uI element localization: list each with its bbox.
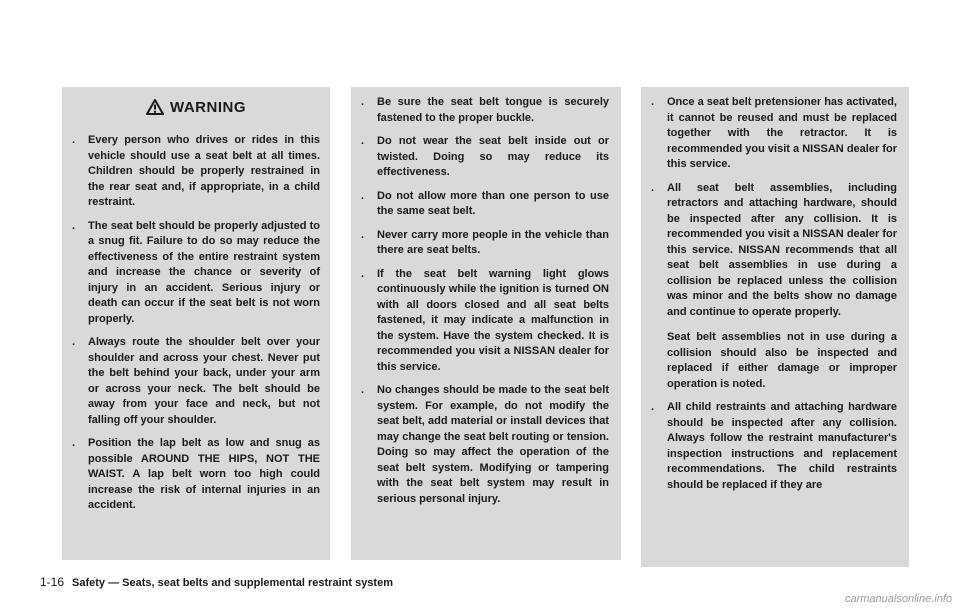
middle-bullet-list bbox=[361, 95, 609, 507]
list-item: . Once a seat belt pretensioner has activated, it cannot be reused and must be replaced together with the retractor. It is recommended you visit a NISSAN dealer for this service. bbox=[651, 96, 897, 170]
warning-title-text: WARNING bbox=[170, 99, 246, 116]
list-item: . Be sure the seat belt tongue is securely fastened to the proper buckle. bbox=[361, 96, 609, 124]
list-item: . Position the lap belt as low and snug as possible AROUND THE HIPS, NOT THE WAIST. A lap belt worn too high could increase the risk of internal injuries in an accident. bbox=[72, 437, 320, 511]
watermark: carmanualsonline.info bbox=[844, 593, 952, 605]
left-bullet-list bbox=[72, 133, 320, 514]
paragraph: All seat belt assemblies, including retractors and attaching hardware, should be inspected after any collision. It is recommended you visit a NISSAN dealer for this service. NISSAN recommends that all seat belt assemblies in use during a collision be replaced unless the collision was minor and the belts show no damage and continue to operate properly. bbox=[667, 181, 897, 318]
list-item: . Do not wear the seat belt inside out or twisted. Doing so may reduce its effectiveness. bbox=[361, 135, 609, 178]
right-bullet-list bbox=[651, 95, 897, 493]
list-item: . No changes should be made to the seat belt system. For example, do not modify the seat belt, add material or install devices that may change the seat belt routing or tension. Doing so may affect the operation of the seat belt system. Modifying or tampering with the seat belt system may result in serious personal injury. bbox=[361, 384, 609, 505]
section-title: Safety — Seats, seat belts and supplemental restraint system bbox=[72, 577, 393, 589]
warning-triangle-icon bbox=[146, 99, 164, 115]
page-footer bbox=[40, 575, 393, 589]
page-number: 1-16 bbox=[40, 575, 65, 589]
list-item: . The seat belt should be properly adjusted to a snug fit. Failure to do so may reduce the effectiveness of the entire restraint system and increase the chance or severity of injury in an accident. Serious injury or death can occur if the seat belt is not worn properly. bbox=[72, 219, 320, 325]
list-item: . All child restraints and attaching hardware should be inspected after any collision. Always follow the restraint manufacturer's inspection instructions and replacement recommendations. The child restraints should be replaced if they are bbox=[651, 401, 897, 491]
warning-panel-left bbox=[62, 87, 330, 560]
warning-panel-middle bbox=[351, 87, 621, 560]
warning-heading bbox=[62, 99, 330, 116]
list-item: . Every person who drives or rides in this vehicle should use a seat belt at all times. Children should be properly restrained in the rear seat and, if appropriate, in a child restraint. bbox=[72, 134, 320, 208]
list-item: . All seat belt assemblies, including retractors and attaching hardware, should be inspected after any collision. It is recommended you visit a NISSAN dealer for this service. NISSAN recommends that all seat belt assemblies in use during a collision be replaced unless the collision was minor and the belts show no damage and continue to operate properly. Seat belt assemblies not in use during a collision should also be inspected and replaced if either damage or improper operation is noted. bbox=[651, 181, 897, 393]
list-item: . Always route the shoulder belt over your shoulder and across your chest. Never put the belt behind your back, under your arm or across your neck. The belt should be away from your face and neck, but not falling off your shoulder. bbox=[72, 336, 320, 426]
paragraph: Seat belt assemblies not in use during a collision should also be inspected and replaced if either damage or improper operation is noted. bbox=[667, 331, 897, 390]
warning-panel-right bbox=[641, 87, 909, 567]
list-item: . If the seat belt warning light glows continuously while the ignition is turned ON with all doors closed and all seat belts fastened, it may indicate a malfunction in the system. Have the system checked. It is recommended you visit a NISSAN dealer for this service. bbox=[361, 267, 609, 373]
list-item: . Never carry more people in the vehicle than there are seat belts. bbox=[361, 228, 609, 256]
list-item: . Do not allow more than one person to use the same seat belt. bbox=[361, 189, 609, 217]
